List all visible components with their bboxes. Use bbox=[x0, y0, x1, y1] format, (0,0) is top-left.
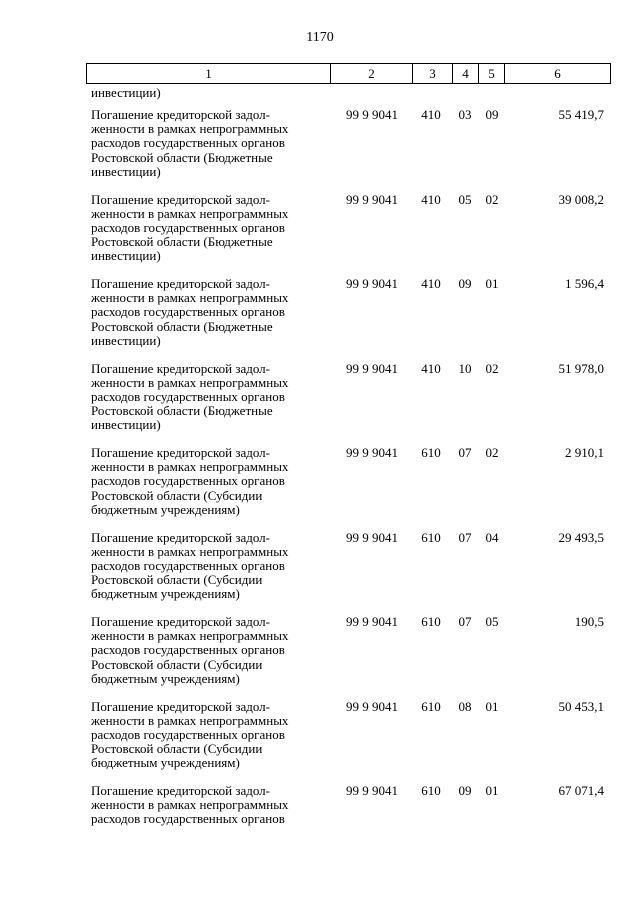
row-amount: 1 596,4 bbox=[565, 276, 604, 291]
row-amount: 51 978,0 bbox=[558, 360, 604, 376]
header-col-5: 5 bbox=[479, 64, 505, 84]
header-col-4: 4 bbox=[453, 64, 479, 84]
row-section: 07 bbox=[458, 445, 472, 460]
row-section: 07 bbox=[458, 614, 472, 629]
row-description: Погашение кредиторской задол- женности в рамках непрограммных расходов государственных органов Ростовской области (Субсидии бюджетным учреждениям) bbox=[91, 445, 289, 517]
row-code: 99 9 9041 bbox=[346, 191, 398, 207]
row-section: 09 bbox=[458, 276, 472, 291]
header-col-6: 6 bbox=[505, 64, 611, 84]
row-code: 99 9 9041 bbox=[346, 360, 398, 376]
table-row bbox=[0, 108, 640, 193]
row-expense-type: 410 bbox=[421, 276, 441, 291]
row-amount: 29 493,5 bbox=[558, 529, 604, 545]
row-subsection: 04 bbox=[485, 529, 499, 545]
table-header bbox=[86, 63, 611, 84]
table-row bbox=[0, 362, 640, 447]
row-description: Погашение кредиторской задол- женности в рамках непрограммных расходов государственных органов Ростовской области (Бюджетные инвестиции) bbox=[91, 360, 289, 433]
row-subsection: 01 bbox=[485, 698, 499, 714]
row-amount: 39 008,2 bbox=[558, 191, 604, 207]
header-col-1: 1 bbox=[87, 64, 331, 84]
header-col-3: 3 bbox=[413, 64, 453, 84]
row-expense-type: 610 bbox=[421, 445, 441, 460]
row-description: Погашение кредиторской задол- женности в рамках непрограммных расходов государственных органов Ростовской области (Субсидии бюджетным учреждениям) bbox=[91, 698, 289, 771]
row-description: Погашение кредиторской задол- женности в рамках непрограммных расходов государственных органов bbox=[91, 783, 289, 827]
row-subsection: 01 bbox=[485, 276, 499, 291]
row-amount: 67 071,4 bbox=[558, 783, 604, 798]
row-section: 08 bbox=[458, 698, 472, 714]
row-code: 99 9 9041 bbox=[346, 276, 398, 291]
row-code: 99 9 9041 bbox=[346, 529, 398, 545]
table-row bbox=[0, 277, 640, 362]
row-description: Погашение кредиторской задол- женности в рамках непрограммных расходов государственных органов Ростовской области (Субсидии бюджетным учреждениям) bbox=[91, 529, 289, 602]
row-code: 99 9 9041 bbox=[346, 107, 398, 122]
table-body bbox=[0, 108, 640, 869]
row-code: 99 9 9041 bbox=[346, 614, 398, 629]
row-section: 05 bbox=[458, 191, 472, 207]
row-description: Погашение кредиторской задол- женности в рамках непрограммных расходов государственных органов Ростовской области (Субсидии бюджетным учреждениям) bbox=[91, 614, 289, 686]
row-section: 10 bbox=[458, 360, 472, 376]
row-section: 03 bbox=[458, 107, 472, 122]
row-description: Погашение кредиторской задол- женности в рамках непрограммных расходов государственных органов Ростовской области (Бюджетные инвестиции) bbox=[91, 107, 289, 179]
table-row bbox=[0, 784, 640, 869]
row-amount: 2 910,1 bbox=[565, 445, 604, 460]
row-expense-type: 610 bbox=[421, 698, 441, 714]
row-section: 09 bbox=[458, 783, 472, 798]
table-row bbox=[0, 615, 640, 700]
row-subsection: 01 bbox=[485, 783, 499, 798]
row-expense-type: 410 bbox=[421, 360, 441, 376]
page-number: 1170 bbox=[306, 30, 334, 45]
row-expense-type: 610 bbox=[421, 529, 441, 545]
table-row bbox=[0, 193, 640, 278]
row-expense-type: 610 bbox=[421, 614, 441, 629]
row-subsection: 02 bbox=[485, 191, 499, 207]
row-section: 07 bbox=[458, 529, 472, 545]
table-row bbox=[0, 446, 640, 531]
row-expense-type: 410 bbox=[421, 107, 441, 122]
row-expense-type: 410 bbox=[421, 191, 441, 207]
row-description: Погашение кредиторской задол- женности в рамках непрограммных расходов государственных органов Ростовской области (Бюджетные инвестиции) bbox=[91, 276, 289, 348]
table-row bbox=[0, 531, 640, 616]
row-description: Погашение кредиторской задол- женности в рамках непрограммных расходов государственных органов Ростовской области (Бюджетные инвестиции) bbox=[91, 191, 289, 264]
row-subsection: 02 bbox=[485, 445, 499, 460]
header-col-2: 2 bbox=[331, 64, 413, 84]
continued-text: инвестиции) bbox=[91, 85, 161, 100]
row-code: 99 9 9041 bbox=[346, 445, 398, 460]
row-code: 99 9 9041 bbox=[346, 698, 398, 714]
row-subsection: 09 bbox=[485, 107, 499, 122]
table-row bbox=[0, 700, 640, 785]
row-amount: 55 419,7 bbox=[558, 107, 604, 122]
row-subsection: 02 bbox=[485, 360, 499, 376]
row-amount: 190,5 bbox=[574, 614, 604, 629]
row-expense-type: 610 bbox=[421, 783, 441, 798]
row-amount: 50 453,1 bbox=[558, 698, 604, 714]
row-subsection: 05 bbox=[485, 614, 499, 629]
row-code: 99 9 9041 bbox=[346, 783, 398, 798]
